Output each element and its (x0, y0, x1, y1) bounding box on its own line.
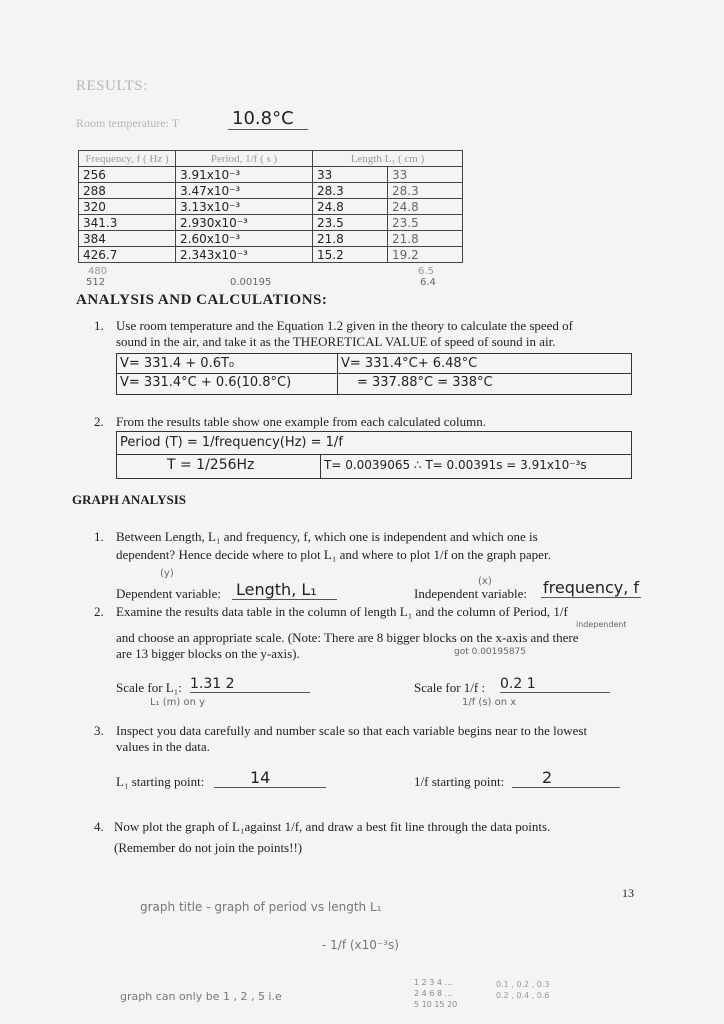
cell-length: 24.8 (313, 199, 388, 215)
cell-length-check: 24.8 (387, 199, 462, 215)
got-note: got 0.00195875 (454, 647, 527, 657)
table-row (79, 247, 463, 263)
results-heading: RESULTS: (76, 78, 148, 94)
cell-freq: 288 (79, 183, 176, 199)
cell-length-check: 21.8 (387, 231, 462, 247)
note-graph-title: graph title - graph of period vs length L₁ (140, 900, 382, 914)
cell-length: 28.3 (313, 183, 388, 199)
table-row (79, 231, 463, 247)
g3-number: 3. (94, 723, 104, 738)
table-header-row (79, 151, 463, 167)
note-scale: graph can only be 1 , 2 , 5 i.e (120, 990, 282, 1003)
independent-value: frequency, f (543, 578, 640, 597)
q2-answer-left-1: Period (T) = 1/frequency(Hz) = 1/f (120, 435, 343, 450)
g1-text-line1: Between Length, L₁ and frequency, f, which one is independent and which one is (116, 529, 538, 544)
note-axis: - 1/f (x10⁻³s) (322, 938, 399, 952)
cell-period: 3.13x10⁻³ (176, 199, 313, 215)
q1-number: 1. (94, 318, 104, 333)
scale-f-value: 0.2 1 (500, 676, 610, 693)
cell-length: 33 (313, 167, 388, 183)
analysis-heading: ANALYSIS AND CALCULATIONS: (76, 292, 328, 308)
y-note: (y) (160, 568, 174, 579)
cell-freq: 341.3 (79, 215, 176, 231)
cell-period: 2.930x10⁻³ (176, 215, 313, 231)
extra-len-2: 6.4 (420, 277, 436, 288)
g2-text-line3: are 13 bigger blocks on the y-axis). (116, 646, 300, 661)
extra-freq-1: 480 (88, 266, 108, 277)
cell-freq: 426.7 (79, 247, 176, 263)
g4-text-line1: Now plot the graph of L₁against 1/f, and draw a best fit line through the data points. (114, 819, 551, 834)
g1-text-line2: dependent? Hence decide where to plot L₁ and where to plot 1/f on the graph paper. (116, 547, 551, 562)
scale-L-note: L₁ (m) on y (150, 697, 206, 708)
dependent-label: Dependent variable: (116, 586, 222, 601)
room-temp-value: 10.8°C (228, 108, 308, 130)
cell-length-check: 28.3 (387, 183, 462, 199)
extra-period: 0.00195 (230, 277, 272, 288)
g3-text-line1: Inspect you data carefully and number scale so that each variable begins near to the lowest (116, 723, 588, 738)
cell-length: 15.2 (313, 247, 388, 263)
cell-period: 3.91x10⁻³ (176, 167, 313, 183)
scale-L-label: Scale for L₁: (116, 680, 182, 695)
q1-answer-box (116, 353, 632, 395)
g3-text-line2: values in the data. (116, 739, 210, 754)
cell-freq: 384 (79, 231, 176, 247)
q2-text: From the results table show one example from each calculated column. (116, 414, 487, 429)
col-frequency: Frequency, f ( Hz ) (79, 151, 176, 167)
cell-length-check: 23.5 (387, 215, 462, 231)
q2-answer-left-2: T = 1/256Hz (167, 457, 255, 473)
g1-number: 1. (94, 529, 104, 544)
g2-text-line1: Examine the results data table in the column of length L₁ and the column of Period, 1/f (116, 604, 568, 619)
graph-analysis-heading: GRAPH ANALYSIS (72, 492, 187, 507)
scale-f-note: 1/f (s) on x (462, 697, 517, 708)
note-digits-1: 1 2 3 4 ... (414, 978, 453, 987)
results-table (78, 150, 463, 263)
col-period: Period, 1/f ( s ) (176, 151, 313, 167)
f-start-value: 2 (512, 768, 620, 788)
cell-length: 21.8 (313, 231, 388, 247)
table-row (79, 167, 463, 183)
q2-number: 2. (94, 414, 104, 429)
room-temp-label: Room temperature: T (76, 116, 180, 130)
q2-answer-right: T= 0.0039065 ∴ T= 0.00391s = 3.91x10⁻³s (324, 458, 587, 472)
col-length: Length L₁ ( cm ) (313, 151, 463, 167)
note-digits-3: 5 10 15 20 (414, 1000, 458, 1009)
scale-f-label: Scale for 1/f : (414, 680, 486, 695)
cell-period: 2.343x10⁻³ (176, 247, 313, 263)
page-number: 13 (622, 886, 634, 900)
g2-number: 2. (94, 604, 104, 619)
g4-text-line2: (Remember do not join the points!!) (114, 840, 303, 855)
note-digits-2: 2 4 6 8 ... (414, 989, 453, 998)
cell-freq: 320 (79, 199, 176, 215)
table-row (79, 183, 463, 199)
q1-text-line1: Use room temperature and the Equation 1.2 given in the theory to calculate the speed of (116, 318, 574, 333)
q1-answer-left-2: V= 331.4°C + 0.6(10.8°C) (120, 375, 292, 390)
q1-answer-right-1: V= 331.4°C+ 6.48°C (341, 356, 478, 371)
L-start-value: 14 (214, 768, 326, 788)
cell-length-check: 33 (387, 167, 462, 183)
scale-L-value: 1.31 2 (190, 676, 310, 693)
independent-note: independent (576, 620, 627, 629)
independent-label: Independent variable: (414, 586, 527, 601)
table-row (79, 215, 463, 231)
q1-text-line2: sound in the air, and take it as the THEORETICAL VALUE of speed of sound in air. (116, 334, 556, 349)
extra-len-1: 6.5 (418, 266, 434, 277)
x-note: (x) (478, 576, 492, 587)
dependent-value: Length, L₁ (232, 580, 337, 600)
g4-number: 4. (94, 819, 104, 834)
note-decimals-1: 0.1 , 0.2 , 0.3 (496, 980, 550, 989)
cell-freq: 256 (79, 167, 176, 183)
f-start-label: 1/f starting point: (414, 774, 505, 789)
extra-freq-2: 512 (86, 277, 106, 288)
L-start-label: L₁ starting point: (116, 774, 205, 789)
table-row (79, 199, 463, 215)
cell-period: 3.47x10⁻³ (176, 183, 313, 199)
cell-length: 23.5 (313, 215, 388, 231)
q2-answer-box (116, 431, 632, 479)
g2-text-line2: and choose an appropriate scale. (Note: There are 8 bigger blocks on the x-axis and there (116, 630, 579, 645)
note-decimals-2: 0.2 , 0.4 , 0.6 (496, 991, 550, 1000)
cell-period: 2.60x10⁻³ (176, 231, 313, 247)
q1-answer-right-2: = 337.88°C = 338°C (357, 375, 493, 390)
q1-answer-left-1: V= 331.4 + 0.6T₀ (120, 356, 235, 371)
cell-length-check: 19.2 (387, 247, 462, 263)
